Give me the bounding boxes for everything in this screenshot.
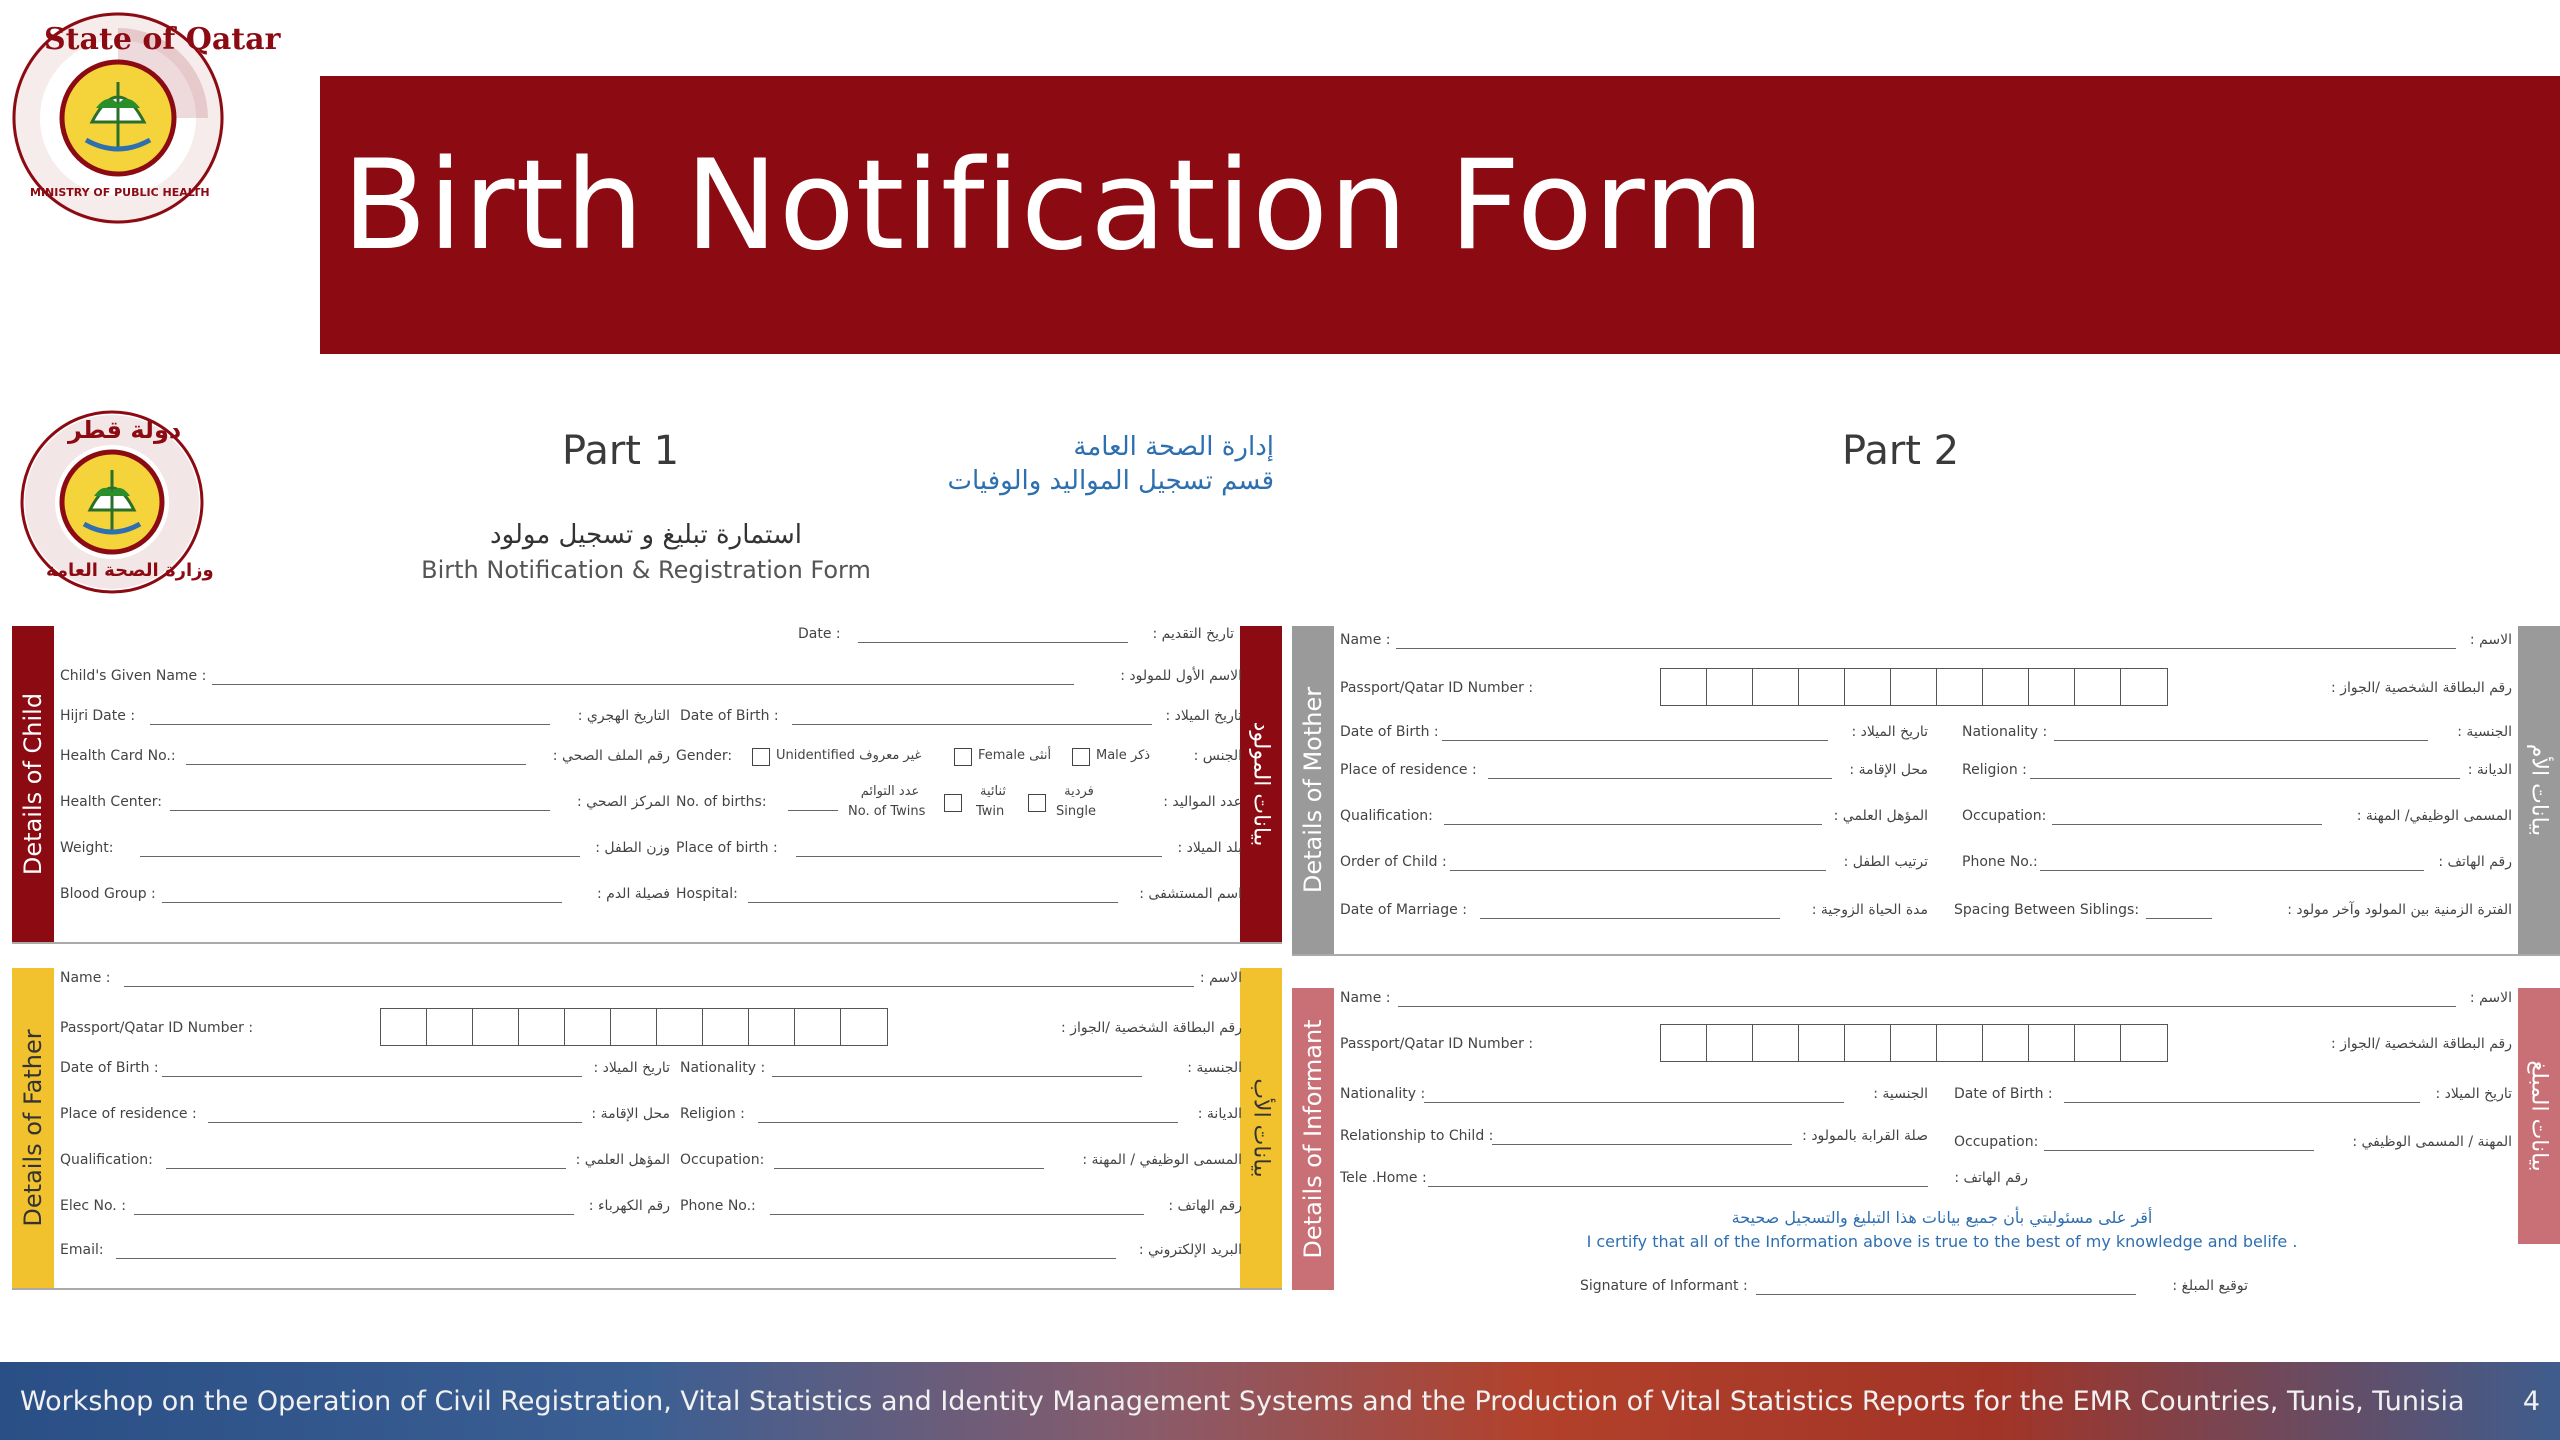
order-of-child-label: Order of Child : [1340,854,1447,870]
signature-field[interactable] [1756,1294,2136,1295]
child-dob-label-ar: تاريخ الميلاد : [1165,708,1242,724]
mother-occupation-label-ar: المسمى الوظيفي/ المهنة : [2356,808,2512,824]
mother-qualification-label-ar: المؤهل العلمي : [1833,808,1928,824]
gender-female-checkbox[interactable] [954,748,972,766]
blood-group-label-ar: فصيلة الدم : [597,886,670,902]
informant-name-label: Name : [1340,990,1391,1006]
health-center-label-ar: المركز الصحي : [577,794,670,810]
father-occupation-label: Occupation: [680,1152,765,1168]
weight-label: Weight: [60,840,114,856]
section-arabic: قسم تسجيل المواليد والوفيات [947,466,1274,496]
weight-label-ar: وزن الطفل : [595,840,670,856]
gender-male-label: Male ذكر [1096,748,1151,763]
father-email-label: Email: [60,1242,104,1258]
twin-label: Twin [976,804,1005,819]
mother-nationality-field[interactable] [2054,740,2428,741]
mother-phone-field[interactable] [2040,870,2424,871]
form-title-arabic: استمارة تبليغ و تسجيل مولود [489,520,802,550]
mother-occupation-field[interactable] [2052,824,2322,825]
single-label-ar: فردية [1064,784,1094,799]
date-label-ar: تاريخ التقديم : [1152,626,1234,642]
informant-section-label: Details of Informant [1299,1019,1327,1259]
father-religion-label: Religion : [680,1106,745,1122]
mother-religion-label: Religion : [1962,762,2027,778]
father-phone-label-ar: رقم الهاتف : [1168,1198,1242,1214]
father-id-label: Passport/Qatar ID Number : [60,1020,254,1036]
informant-dob-label: Date of Birth : [1954,1086,2053,1102]
child-dob-label: Date of Birth : [680,708,779,724]
father-name-label-ar: الاسم : [1199,970,1242,986]
footer-text: Workshop on the Operation of Civil Registration, Vital Statistics and Identity Management Systems and the Production of Vital Statistics Reports for the EMR Countries, Tunis, Tunisia [20,1386,2465,1417]
hospital-field[interactable] [748,902,1118,903]
informant-nationality-label: Nationality : [1340,1086,1426,1102]
relationship-label: Relationship to Child : [1340,1128,1494,1144]
weight-field[interactable] [140,856,580,857]
child-section-label-ar: بيانات المولود [1248,721,1274,847]
department-arabic: إدارة الصحة العامة [1073,432,1274,462]
father-elec-label-ar: رقم الكهرباء : [588,1198,670,1214]
seal-top-ring-text: MINISTRY OF PUBLIC HEALTH [30,186,210,199]
mother-phone-label: Phone No.: [1962,854,2038,870]
mother-qualification-field[interactable] [1444,824,1822,825]
blood-group-field[interactable] [162,902,562,903]
health-card-field[interactable] [186,764,526,765]
child-section-label: Details of Child [19,692,47,876]
spacing-between-siblings-label: Spacing Between Siblings: [1954,902,2140,918]
single-label: Single [1056,804,1096,819]
father-phone-field[interactable] [770,1214,1144,1215]
father-qualification-label-ar: المؤهل العلمي : [575,1152,670,1168]
father-religion-label-ar: الديانة : [1197,1106,1242,1122]
gender-male-checkbox[interactable] [1072,748,1090,766]
date-of-marriage-field[interactable] [1480,918,1780,919]
father-nationality-label-ar: الجنسية : [1187,1060,1242,1076]
father-phone-label: Phone No.: [680,1198,756,1214]
gender-unidentified-label: Unidentified غير معروف [776,748,922,763]
mother-id-boxes[interactable] [1660,668,2168,706]
certify-statement-ar: أقر على مسئوليتي بأن جميع بيانات هذا التبليغ والتسجيل صحيحة [1731,1208,2153,1227]
mother-occupation-label: Occupation: [1962,808,2047,824]
hijri-date-field[interactable] [150,724,550,725]
father-occupation-label-ar: المسمى الوظيفي / المهنة : [1082,1152,1242,1168]
mother-residence-label: Place of residence : [1340,762,1477,778]
informant-occupation-label: Occupation: [1954,1134,2039,1150]
father-section-label-ar: بيانات الأب [1248,1078,1274,1178]
mother-name-label: Name : [1340,632,1391,648]
father-section-label: Details of Father [19,1029,47,1227]
signature-label-ar: توقيع المبلغ : [2172,1278,2248,1294]
spacing-between-siblings-label-ar: الفترة الزمنية بين المولود وآخر مولود : [2287,902,2512,918]
twins-label: No. of Twins [848,804,926,819]
health-center-field[interactable] [170,810,550,811]
father-residence-label: Place of residence : [60,1106,197,1122]
informant-dob-field[interactable] [2064,1102,2420,1103]
health-center-label: Health Center: [60,794,163,810]
hospital-label-ar: اسم المستشفى : [1139,886,1242,902]
place-of-birth-label-ar: بلد الميلاد : [1177,840,1242,856]
mother-nationality-label: Nationality : [1962,724,2048,740]
twin-label-ar: ثنائية [979,784,1006,799]
mother-dob-label-ar: تاريخ الميلاد : [1851,724,1928,740]
father-name-label: Name : [60,970,111,986]
informant-section-label-ar: بيانات المبلغ [2526,1060,2552,1172]
order-of-child-field[interactable] [1450,870,1826,871]
father-nationality-label: Nationality : [680,1060,766,1076]
no-of-births-label-ar: عدد المواليد : [1163,794,1242,810]
father-email-label-ar: البريد الإلكتروني : [1138,1242,1242,1258]
single-checkbox[interactable] [1028,794,1046,812]
father-occupation-field[interactable] [774,1168,1044,1169]
blood-group-label: Blood Group : [60,886,156,902]
informant-dob-label-ar: تاريخ الميلاد : [2435,1086,2512,1102]
informant-details-panel [1292,988,2560,1294]
given-name-label: Child's Given Name : [60,668,207,684]
seal-form-text: دولة قطر [68,416,182,444]
father-qualification-label: Qualification: [60,1152,153,1168]
twins-label-ar: عدد التوائم [860,784,920,799]
tele-home-label: Tele .Home : [1340,1170,1427,1186]
informant-id-label: Passport/Qatar ID Number : [1340,1036,1534,1052]
relationship-field[interactable] [1492,1144,1792,1145]
informant-nationality-field[interactable] [1424,1102,1844,1103]
seal-top-text: State of Qatar [44,22,281,57]
mother-section-label: Details of Mother [1299,686,1327,894]
mother-name-label-ar: الاسم : [2469,632,2512,648]
informant-nationality-label-ar: الجنسية : [1873,1086,1928,1102]
no-of-births-field[interactable] [788,810,838,811]
informant-side-band-right [2518,988,2560,1244]
informant-occupation-field[interactable] [2044,1150,2314,1151]
mother-qualification-label: Qualification: [1340,808,1433,824]
page-title: Birth Notification Form [342,134,1766,278]
place-of-birth-label: Place of birth : [676,840,778,856]
father-details-panel [12,968,1282,1290]
date-of-marriage-label: Date of Marriage : [1340,902,1467,918]
mother-residence-field[interactable] [1488,778,1832,779]
father-religion-field[interactable] [758,1122,1178,1123]
title-banner [320,76,2560,354]
mother-religion-field[interactable] [2030,778,2460,779]
informant-name-field[interactable] [1398,1006,2456,1007]
form-title-english: Birth Notification & Registration Form [421,556,871,584]
order-of-child-label-ar: ترتيب الطفل : [1843,854,1928,870]
gender-unidentified-checkbox[interactable] [752,748,770,766]
mother-details-panel [1292,626,2560,956]
no-of-births-label: No. of births: [676,794,767,810]
father-dob-field[interactable] [162,1076,582,1077]
child-details-panel [12,626,1282,944]
father-id-boxes[interactable] [380,1008,888,1046]
tele-home-field[interactable] [1428,1186,1928,1187]
father-email-field[interactable] [116,1258,1116,1259]
father-name-field[interactable] [124,986,1194,987]
informant-name-label-ar: الاسم : [2469,990,2512,1006]
informant-occupation-label-ar: المهنة / المسمى الوظيفي : [2352,1134,2512,1150]
relationship-label-ar: صلة القرابة بالمولود : [1802,1128,1928,1144]
signature-label: Signature of Informant : [1580,1278,1748,1294]
place-of-birth-field[interactable] [796,856,1162,857]
date-of-marriage-label-ar: مدة الحياة الزوجية : [1811,902,1928,918]
mother-religion-label-ar: الديانة : [2467,762,2512,778]
health-card-label-ar: رقم الملف الصحي : [552,748,670,764]
mother-section-label-ar: بيانات الأم [2526,743,2552,837]
part-1-label: Part 1 [562,428,680,474]
tele-home-label-ar: رقم الهاتف : [1954,1170,2028,1186]
child-dob-field[interactable] [792,724,1152,725]
seal-form-ring-text: وزارة الصحة العامة [46,560,214,581]
mother-dob-field[interactable] [1442,740,1828,741]
father-dob-label: Date of Birth : [60,1060,159,1076]
gender-female-label: Female أنثى [978,748,1052,763]
father-residence-field[interactable] [208,1122,582,1123]
hijri-date-label: Hijri Date : [60,708,136,724]
mother-name-field[interactable] [1396,648,2456,649]
father-id-label-ar: رقم البطاقة الشخصية /الجواز : [1061,1020,1242,1036]
mother-phone-label-ar: رقم الهاتف : [2438,854,2512,870]
given-name-field[interactable] [212,684,1074,685]
mother-id-label-ar: رقم البطاقة الشخصية /الجواز : [2331,680,2512,696]
gender-label-ar: الجنس : [1193,748,1242,764]
gender-label: Gender: [676,748,733,764]
father-residence-label-ar: محل الإقامة : [591,1106,670,1122]
mother-nationality-label-ar: الجنسية : [2457,724,2512,740]
father-nationality-field[interactable] [772,1076,1142,1077]
father-dob-label-ar: تاريخ الميلاد : [593,1060,670,1076]
date-label: Date : [798,626,841,642]
hospital-label: Hospital: [676,886,738,902]
footer-bar [0,1362,2560,1440]
mother-dob-label: Date of Birth : [1340,724,1439,740]
father-elec-field[interactable] [134,1214,574,1215]
page-number: 4 [2522,1386,2540,1417]
informant-id-boxes[interactable] [1660,1024,2168,1062]
father-qualification-field[interactable] [166,1168,566,1169]
given-name-label-ar: الاسم الأول للمولود : [1120,668,1242,684]
mother-id-label: Passport/Qatar ID Number : [1340,680,1534,696]
part-2-label: Part 2 [1842,428,1960,474]
mother-residence-label-ar: محل الإقامة : [1849,762,1928,778]
health-card-label: Health Card No.: [60,748,176,764]
date-field[interactable] [858,642,1128,643]
certify-statement-en: I certify that all of the Information above is true to the best of my knowledge and belife . [1586,1232,2298,1251]
informant-id-label-ar: رقم البطاقة الشخصية /الجواز : [2331,1036,2512,1052]
twin-checkbox[interactable] [944,794,962,812]
father-elec-label: Elec No. : [60,1198,126,1214]
hijri-date-label-ar: التاريخ الهجري : [577,708,670,724]
spacing-between-siblings-field[interactable] [2146,918,2212,919]
